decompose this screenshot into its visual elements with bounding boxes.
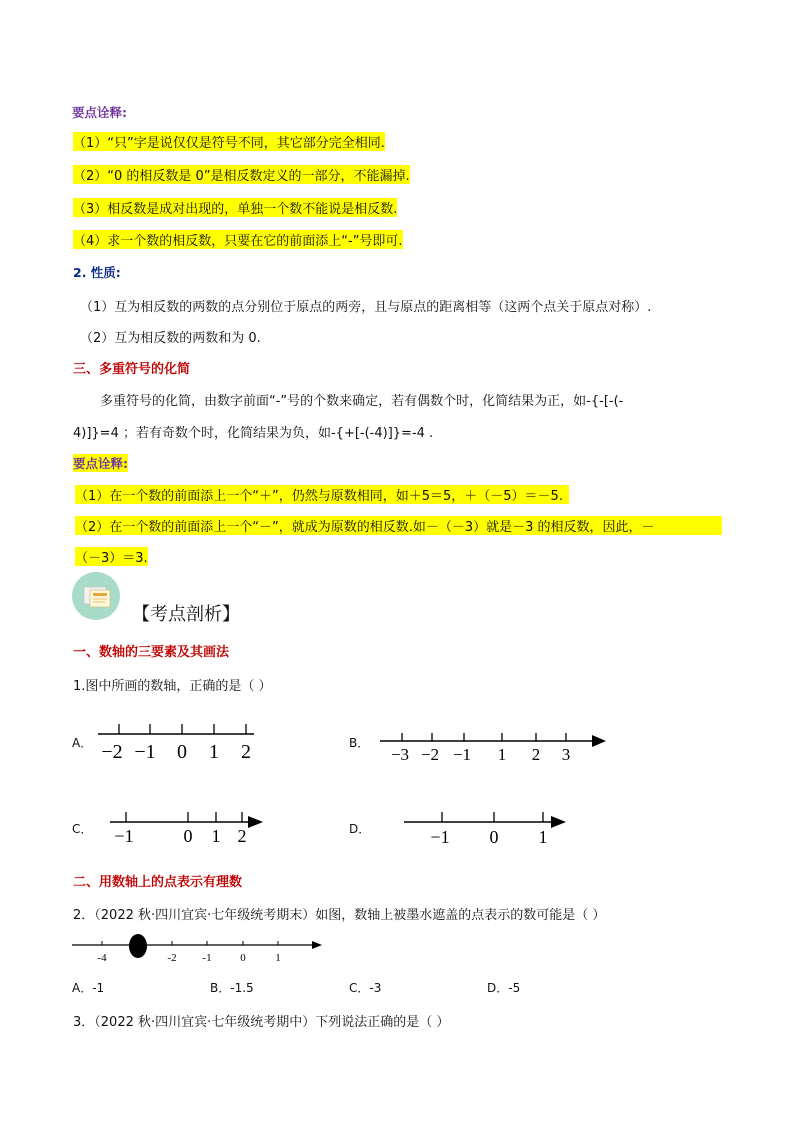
key-point-item: （－3）＝3. (75, 547, 148, 566)
notebook-icon (72, 572, 120, 620)
paragraph-line: 多重符号的化简，由数字前面“-”号的个数来确定，若有偶数个时，化简结果为正，如-{-[-(- (100, 394, 624, 409)
analysis-heading: 【考点剖析】 (132, 604, 240, 625)
option-d[interactable]: D．-5 (487, 981, 521, 995)
tick-label: 1 (209, 741, 219, 763)
ink-blot (129, 934, 147, 958)
question-text: 2．（2022 秋·四川宜宾·七年级统考期末）如图，数轴上被墨水遮盖的点表示的数可能是（ ） (73, 908, 606, 923)
option-label[interactable]: A． (72, 736, 93, 750)
key-point-item: （2）“0 的相反数是 0”是相反数定义的一部分，不能漏掉. (73, 165, 410, 184)
key-points-title: 要点诠释: (73, 456, 128, 471)
tick-label: −2 (420, 745, 440, 764)
number-line-d (402, 806, 572, 848)
number-line-b (378, 724, 610, 766)
tick-label: -4 (97, 952, 107, 964)
number-line-c (108, 806, 268, 848)
tick-label: −1 (452, 745, 472, 764)
key-point-item: （1）在一个数的前面添上一个“＋”，仍然与原数相同，如＋5＝5，＋（－5）＝－5. (75, 485, 569, 504)
tick-label: 2 (531, 745, 541, 764)
paragraph-line: 4)]}=4 ；若有奇数个时，化简结果为负，如-{+[-(-4)]}=-4 . (73, 426, 434, 441)
option-label[interactable]: C． (72, 822, 93, 836)
tick-label: 1 (275, 952, 281, 964)
ink-number-line (70, 932, 326, 966)
tick-label: 3 (561, 745, 571, 764)
tick-label: −2 (101, 741, 123, 763)
option-c[interactable]: C．-3 (349, 981, 382, 995)
property-item: （1）互为相反数的两数的点分别位于原点的两旁，且与原点的距离相等（这两个点关于原点对称）. (80, 300, 652, 315)
option-label[interactable]: D． (349, 822, 371, 836)
tick-label: −3 (390, 745, 410, 764)
option-b[interactable]: B．-1.5 (210, 981, 254, 995)
key-point-item: （4）求一个数的相反数，只要在它的前面添上“-”号即可. (73, 230, 403, 249)
section-title: 一、数轴的三要素及其画法 (73, 645, 230, 660)
tick-label: 0 (240, 952, 246, 964)
property-title: 2. 性质: (73, 265, 121, 280)
tick-label: 2 (241, 741, 251, 763)
key-point-item: （3）相反数是成对出现的，单独一个数不能说是相反数. (73, 198, 397, 217)
tick-label: -2 (167, 952, 177, 964)
question-text: 1.图中所画的数轴，正确的是（ ） (73, 679, 272, 694)
property-item: （2）互为相反数的两数和为 0. (80, 331, 261, 346)
tick-label: 1 (211, 826, 221, 846)
tick-label: 0 (177, 741, 187, 763)
key-point-item: （2）在一个数的前面添上一个“－”，就成为原数的相反数.如－（－3）就是－3 的相反数，因此，－ (75, 516, 722, 535)
question-text: 3．（2022 秋·四川宜宾·七年级统考期中）下列说法正确的是（ ） (73, 1015, 450, 1030)
tick-label: −1 (430, 827, 450, 847)
key-points-title: 要点诠释: (72, 105, 127, 120)
tick-label: 0 (489, 827, 499, 847)
tick-label: −1 (114, 826, 134, 846)
tick-label: 1 (538, 827, 548, 847)
option-a[interactable]: A．-1 (72, 981, 105, 995)
key-point-item: （1）“只”字是说仅仅是符号不同，其它部分完全相同. (73, 132, 385, 151)
tick-label: 1 (497, 745, 507, 764)
section-title: 三、多重符号的化简 (73, 362, 191, 377)
section-title: 二、用数轴上的点表示有理数 (73, 875, 243, 890)
number-line-a (98, 718, 258, 766)
tick-label: −1 (134, 741, 156, 763)
tick-label: 0 (183, 826, 193, 846)
tick-label: 2 (237, 826, 247, 846)
tick-label: -1 (202, 952, 212, 964)
option-label[interactable]: B． (349, 736, 370, 750)
